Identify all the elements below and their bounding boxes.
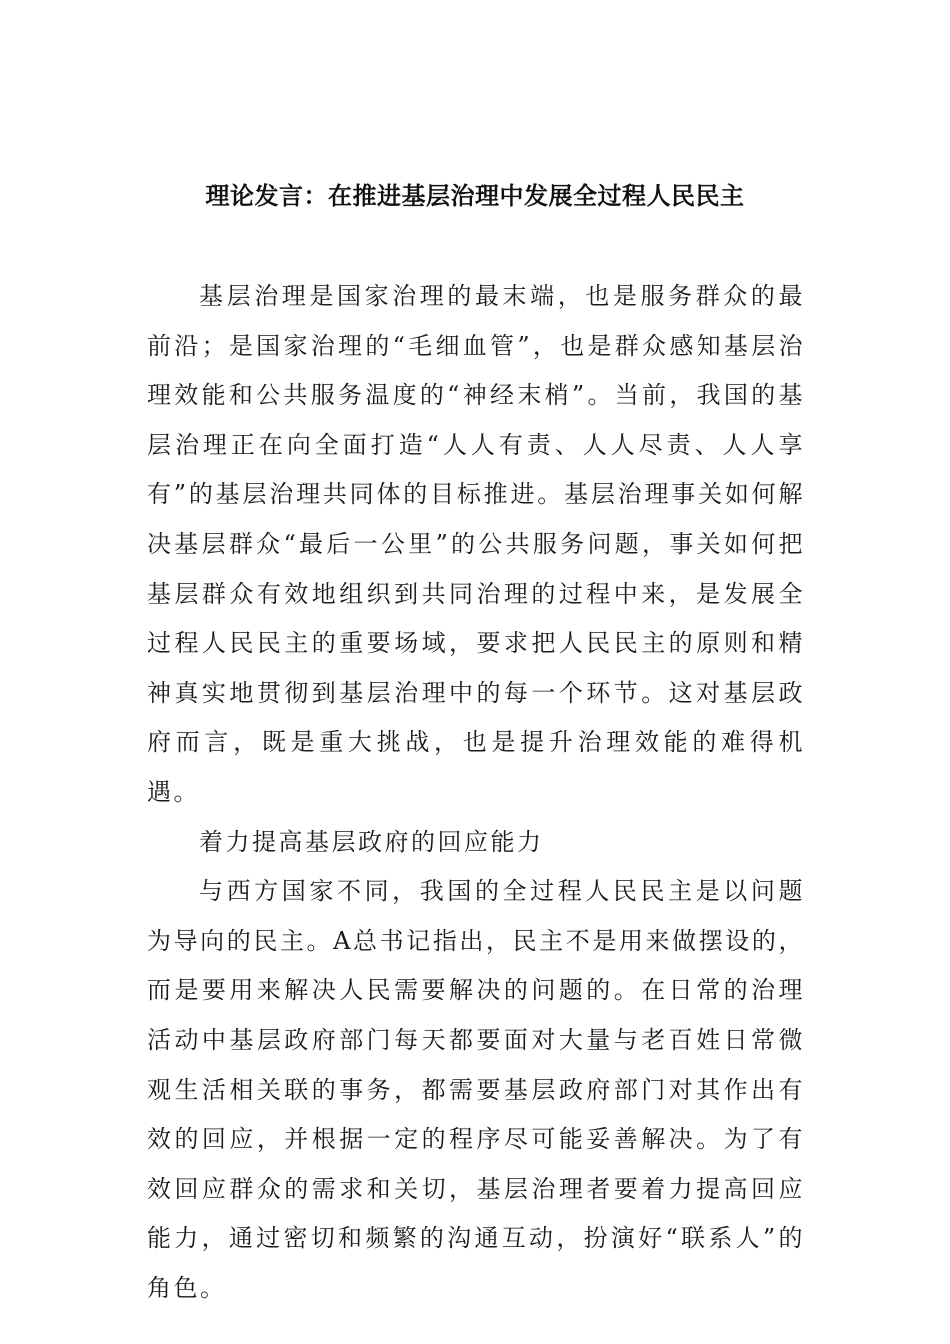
section-heading: 着力提高基层政府的回应能力 bbox=[199, 827, 544, 856]
section-paragraph: 与西方国家不同，我国的全过程人民民主是以问题为导向的民主。A总书记指出，民主不是用来做摆设的，而是要用来解决人民需要解决的问题的。在日常的治理活动中基层政府部门每天都要面对大量与老百姓日常微观生活相关联的事务，都需要基层政府部门对其作出有效的回应，并根据一定的程序尽可能妥善解决。为了有效回应群众的需求和关切，基层治理者要着力提高回应能力，通过密切和频繁的沟通互动，扮演好“联系人”的角色。 bbox=[147, 877, 805, 1302]
document-body bbox=[147, 272, 805, 1313]
intro-paragraph: 基层治理是国家治理的最末端，也是服务群众的最前沿；是国家治理的“毛细血管”，也是群众感知基层治理效能和公共服务温度的“神经末梢”。当前，我国的基层治理正在向全面打造“人人有责、人人尽责、人人享有”的基层治理共同体的目标推进。基层治理事关如何解决基层群众“最后一公里”的公共服务问题，事关如何把基层群众有效地组织到共同治理的过程中来，是发展全过程人民民主的重要场域，要求把人民民主的原则和精神真实地贯彻到基层治理中的每一个环节。这对基层政府而言，既是重大挑战，也是提升治理效能的难得机遇。 bbox=[147, 282, 805, 806]
document-title: 理论发言：在推进基层治理中发展全过程人民民主 bbox=[205, 181, 745, 211]
